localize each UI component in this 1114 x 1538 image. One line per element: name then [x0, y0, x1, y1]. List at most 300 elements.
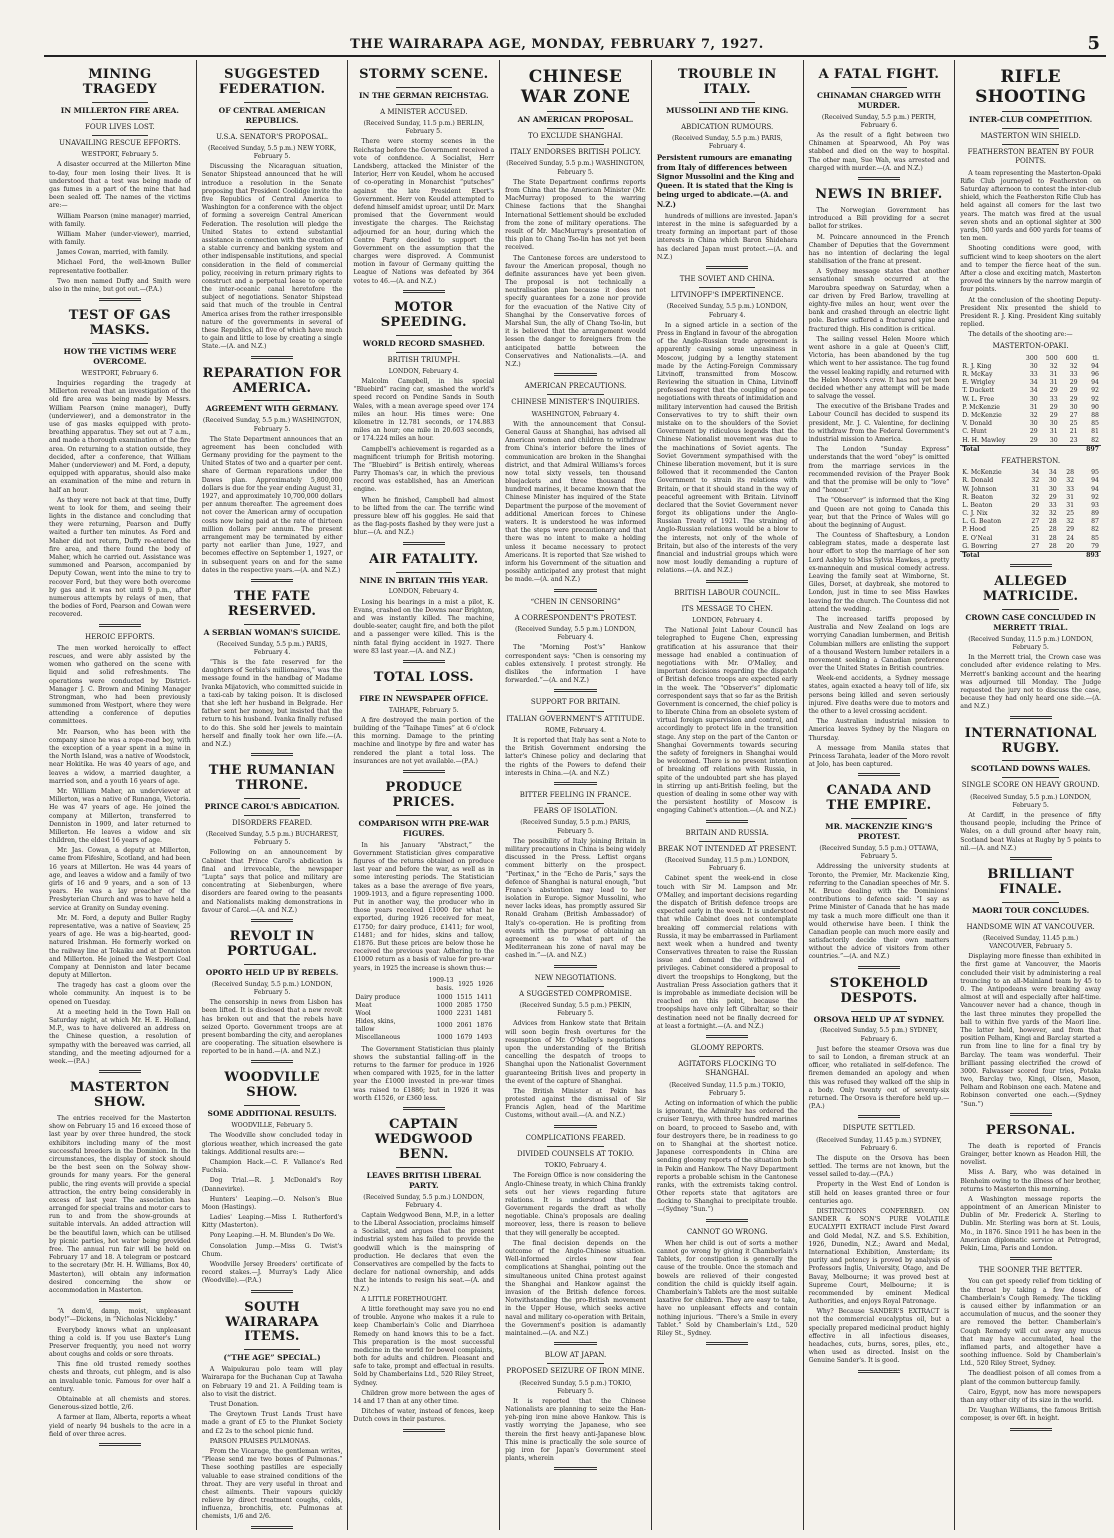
- table-row: [353, 1002, 494, 1010]
- table-row: [960, 428, 1101, 436]
- table-cell: 1493: [476, 1034, 493, 1042]
- table-header-cell: 300: [1025, 354, 1038, 362]
- article-paragraph: Two men named Duffy and Smith were also in the mine, but got out.—(P.A.): [49, 277, 191, 294]
- article-subheading: THE SOVIET AND CHINA.: [679, 274, 775, 283]
- table-row: [960, 371, 1101, 379]
- table-cell: 31: [1049, 371, 1058, 379]
- article-end-rule: [251, 1526, 293, 1529]
- article-dateline: (Received Sunday, 5.5 p.m.) PARIS, February 5.: [520, 819, 631, 835]
- article-subheading: BRITISH TRIUMPH.: [387, 355, 461, 364]
- article-paragraph: Mr. William Maher, an underviewer at Millerton, was a native of Runanga, Victoria. He was 47 years of age. He joined the company at Millerton, transferred to Denniston in 1909, and later returned to Millerton. He leaves a widow and six children, the eldest 16 years of age.: [49, 787, 191, 845]
- table-cell: 1000: [436, 1001, 453, 1009]
- team-name: MASTERTON-OPAKI.: [992, 342, 1069, 351]
- article-paragraph: The entries received for the Masterton show on February 15 and 16 exceed those of last year by over three hundred, the stock exhibitors including many of the most successful breeders in the Dominion. In the circumstances, the display of stock should be the best seen on the Solway show-grounds for many years. For the general public, the ring events will provide a special attraction, the entry being considerably in excess of last year. The association has arranged for special trains and motor cars to run to and from the show-grounds at suitable intervals. An added attraction will be the beautiful lawn, which can be utilised by picnic parties, hot water being provided free. The annual run fair will be held on February 17 and 18. A telegram or postcard to the secretary (Mr. H. H. Williams, Box 40, Masterton), will obtain any information desired concerning the show or accommodation in Masterton.: [49, 1115, 191, 1294]
- article-paragraph: A LITTLE FORETHOUGHT.: [361, 1295, 448, 1303]
- table-cell: 29: [1049, 411, 1058, 419]
- article: [49, 1308, 191, 1446]
- article-end-rule: [1010, 716, 1052, 719]
- divider-rule: [1002, 111, 1058, 112]
- table-row: [960, 363, 1101, 371]
- table-row: [960, 469, 1101, 477]
- table-cell: 34: [1031, 469, 1040, 477]
- article: [657, 829, 798, 1038]
- table-cell: 34: [1029, 379, 1038, 387]
- article: [353, 301, 494, 545]
- table-row: [353, 1018, 494, 1034]
- table-cell: 81: [1091, 428, 1099, 436]
- article-dateline: (Received Sunday, 5.5 p.m.) PEKIN, February 5.: [519, 1002, 632, 1018]
- divider-rule: [244, 129, 300, 130]
- article-subheading: UNAVAILING RESCUE EFFORTS.: [59, 139, 181, 147]
- article-end-rule: [99, 1070, 142, 1073]
- article-paragraph: The British Minister at Pekin has protested against the dismissal of Sir Francis Aglen, head of the Maritime Customs, without avail.—(A. and N.Z.): [505, 1087, 646, 1120]
- article-end-rule: [858, 1370, 900, 1373]
- article-headline: REPARATION FOR AMERICA.: [202, 365, 342, 396]
- article-dateline: LONDON, February 4.: [388, 588, 459, 596]
- article-dateline: (Received Sunday, 5.5 p.m.) SYDNEY, February 6.: [820, 1027, 938, 1043]
- table-cell: 90: [1091, 403, 1099, 411]
- article-paragraph: Mr. Jas. Cowan, a deputy at Millerton, came from Fifeshire, Scotland, and had been 16 years at Millerton. He was 44 years of age, and leaves a widow and a family of two girls of 16 and 9 years, and a son of 13 years. He was a lay preacher of the Presbyterian Church and was to have held a service at Granity on Sunday evening.: [49, 847, 191, 912]
- divider-rule: [244, 102, 300, 103]
- article-end-rule: [251, 356, 293, 359]
- divider-rule: [396, 104, 452, 105]
- table-cell: 32: [1066, 477, 1075, 485]
- divider-rule: [699, 119, 755, 120]
- article-subheading: FEARS OF ISOLATION.: [533, 807, 618, 816]
- table-header-cell: [960, 355, 1019, 363]
- article-paragraph: A little forethought may save you no end of trouble. Anyone who makes it a rule to keep Chamberlain's Colic and Diarrhoea Remedy on hand knows this to be a fact. This preparation is the most successful medicine in the world for bowel complaints, both for adults and children. Pleasant and safe to take, prompt and effectual in results. Sold by Chamberlains Ltd., 520 Riley Street, Sydney.: [353, 1305, 495, 1387]
- article-dateline: (Received Sunday, 5.5 p.m.) WASHINGTON, February 5.: [202, 417, 342, 433]
- article: [202, 590, 343, 756]
- article-paragraph: Champion Hack.—C. F. Vallance's Red Fuchsia.: [201, 1158, 343, 1175]
- article-subheading: INTER-CLUB COMPETITION.: [969, 115, 1093, 125]
- article-paragraph: Malcolm Campbell, in his special “Bluebird” racing car, smashed the world's speed record on Pendine Sands in South Wales, with a mean average speed over 174 miles an hour. His times were: One kilometre in 12.781 seconds, or 174.883 miles an hour; one mile in 20.603 seconds, or 174.224 miles an hour.: [353, 378, 495, 443]
- table-cell: 30: [1049, 420, 1058, 428]
- article-paragraph: Everybody knows what an unpleasant thing a cold is. If you use Baxter's Lung Preserver frequently, you need not worry about coughs and colds or sore throats.: [49, 1326, 191, 1359]
- table-row: [960, 502, 1101, 510]
- article-subheading: PROPOSED SEIZURE OF IRON MINE.: [506, 1367, 645, 1376]
- table-cell: 2085: [456, 1001, 473, 1009]
- divider-rule: [851, 1011, 907, 1012]
- divider-rule: [1002, 760, 1058, 761]
- table-cell: 85: [1091, 534, 1099, 542]
- table-cell: D. McKenzie: [962, 411, 1002, 419]
- article-end-rule: [251, 753, 293, 756]
- article-dateline: (Received Sunday, 5.5 p.m.) LONDON, February 5.: [211, 980, 333, 996]
- divider-rule: [1002, 144, 1058, 145]
- divider-rule: [1002, 777, 1058, 778]
- table-cell: R. Beaton: [962, 493, 993, 501]
- article-subheading: LEAVES BRITISH LIBERAL PARTY.: [366, 1170, 481, 1190]
- masthead-title: THE WAIRARAPA AGE, MONDAY, FEBRUARY 7, 1927.: [350, 37, 764, 52]
- divider-rule: [1002, 919, 1058, 920]
- table-cell: 92: [1091, 395, 1099, 403]
- table-row: [960, 396, 1101, 404]
- table-row: [960, 518, 1101, 526]
- article-headline: WOODVILLE SHOW.: [224, 1070, 320, 1101]
- table-row: [353, 1034, 494, 1042]
- divider-rule: [244, 798, 300, 799]
- table-cell: 27: [1031, 518, 1040, 526]
- divider-rule: [547, 1363, 603, 1364]
- table-cell: [1020, 445, 1040, 454]
- article-dateline: TAIHAPE, February 5.: [388, 706, 459, 714]
- article-paragraph: Shooting conditions were good, with sufficient wind to keep shooters on the alert and to temper the fierce heat of the sun. After a close and exciting match, Masterton proved the winners by the narrow margin of four points.: [960, 245, 1101, 294]
- table-cell: 33: [1029, 371, 1038, 379]
- article-end-rule: [403, 770, 445, 773]
- article-headline: STOKEHOLD DESPOTS.: [829, 975, 929, 1006]
- article-headline: THE FATE RESERVED.: [227, 588, 317, 619]
- article-paragraph: The deadliest poison of all comes from a plant of the common buttercup family.: [960, 1370, 1101, 1386]
- table-cell: 30: [1049, 436, 1058, 444]
- article-paragraph: Captain Wedgwood Benn, M.P., in a letter to the Liberal Association, proclaims himself a Socialist, and argues that the present industrial system has failed to provide the goodwill which is the mainspring of production. He declares that even the Conservatives are compelled by the facts to declare for national ownership, and adds that he intends to resign his seat.—(A. and N.Z.): [353, 1211, 495, 1293]
- table-cell: 30: [1048, 477, 1057, 485]
- divider-rule: [396, 335, 452, 336]
- table-cell: Hides, skins, tallow: [355, 1018, 396, 1034]
- article-paragraph: Mr. M. Ford, a deputy and Buller Rugby representative, was a native of Seaview, 25 years of age. He was a big-hearted, good-natured Irishman. He formerly worked on the railway line at Tokaiku and at Denniston and Millerton. He joined the Westport Coal Company at Denniston and later became deputy at Millerton.: [49, 914, 191, 980]
- article-paragraph: The details of the shooting are:—: [968, 331, 1073, 339]
- article-subheading: FOUR LIVES LOST.: [85, 122, 155, 131]
- article-headline: MASTERTON SHOW.: [70, 1080, 170, 1111]
- table-cell: 31: [1066, 501, 1075, 509]
- article-paragraph: There were stormy scenes in the Reichstag before the Government received a vote of confidence. A Socialist, Herr Landsberg, attacked the Minister of the Interior, Herr von Keudel, whom he accused of co-operating in Monarchist “putsches” against the late President Ebert's Government. Herr von Keudel attempted to defend himself amidst uproar, until Dr. Marx promised that the Government would investigate the charges. The Reichstag adjourned for an hour, during which the Centre Party decided to support the Government on the assumption that the charges were disproved. A Communist motion in favour of Germany quitting the League of Nations was defeated by 364 votes to 46.—(A. and N.Z.): [353, 138, 495, 285]
- table-cell: 32: [1031, 493, 1040, 501]
- table-cell: 31: [1031, 485, 1040, 493]
- table-cell: R. McKay: [962, 371, 993, 379]
- article-subheading: BRITAIN AND RUSSIA.: [685, 828, 769, 837]
- divider-rule: [547, 803, 603, 804]
- article-subheading: ITALIAN GOVERNMENT'S ATTITUDE.: [506, 714, 645, 723]
- table-cell: 27: [1069, 411, 1078, 419]
- table-cell: [1060, 445, 1080, 454]
- article-paragraph: Mr. Pearson, who has been with the company since he was a rope-road boy, with the exception of a year spent in a mine in the North Island, was a native of Woodstock, near Hokitika. He was 40 years of age, and leaves a widow, a married daughter, a married son, and a youth 16 years of age.: [49, 728, 191, 785]
- column-1: [44, 60, 196, 1530]
- divider-rule: [396, 352, 452, 353]
- article-paragraph: Michael Ford, the well-known Buller representative footballer.: [49, 259, 191, 275]
- article: [353, 781, 494, 1110]
- article-subheading: BITTER FEELING IN FRANCE.: [519, 790, 632, 799]
- table-cell: W. L. Free: [962, 395, 995, 403]
- article-end-rule: [99, 624, 142, 627]
- article-end-rule: [706, 1342, 748, 1345]
- table-cell: 2231: [456, 1009, 473, 1017]
- article: [505, 974, 646, 1128]
- article-paragraph: This fine old trusted remedy soothes chests and throats, cut phlegm, and is also an invaluable tonic. Famous for over half a century.: [49, 1361, 191, 1393]
- article: [202, 930, 343, 1063]
- table-header-cell: [353, 976, 414, 994]
- table-cell: 79: [1091, 542, 1099, 550]
- table-row: [960, 355, 1101, 363]
- table-cell: P. McKenzie: [962, 403, 1000, 411]
- table-cell: 87: [1091, 518, 1099, 526]
- table-cell: 92: [1091, 493, 1099, 501]
- article-end-rule: [706, 580, 748, 583]
- article-subheading: MASTERTON WIN SHIELD.: [980, 131, 1081, 140]
- article-paragraph: Displaying more finesse than exhibited in the first game at Vancouver, the Maoris concluded their visit by administering a real trouncing to an all-Mainland team by 45 to 0. The Antipodeans were breaking away almost at will and especially after half-time. Vancouver never had a chance, though in the last three minutes they propelled the ball to within five yards of the Maori line. The latter held, however, and from that position Pelham, Kingi and Barclay started a run from line to line for a final try by Barclay. The team was wonderful. Their brilliant passing electrified the crowd of 3000. Falwasser scored four tries, Potaka two, Barclay two, Kingi, Olsen, Mason, Pelham and Robinson one each. Matene and Robinson converted one each.—(Sydney “Sun.”): [960, 953, 1101, 1108]
- table-cell: 94: [1091, 362, 1099, 370]
- article-end-rule: [554, 782, 596, 785]
- divider-rule: [699, 102, 755, 103]
- article-dateline: (Received Sunday, 5.5 p.m.) OTTAWA, February 5.: [819, 845, 939, 861]
- article-dateline: (Received Sunday, 11.45 p.m.) VANCOUVER, February 5.: [983, 934, 1079, 951]
- article-subheading: AMERICAN PRECAUTIONS.: [524, 382, 627, 391]
- article-subheading: ABDICATION RUMOURS.: [681, 122, 774, 131]
- table-row: [960, 543, 1101, 552]
- table-row: [960, 477, 1101, 485]
- score-table: [960, 355, 1101, 454]
- article-paragraph: A team representing the Masterton-Opaki Rifle Club journeyed to Featherston on Saturday afternoon to contest the inter-club shield, which the Featherston Rifle Club has held against all comers for the last two years. The match was fired at the usual seven shots and an optional sighter at 300 yards, 500 yards and 600 yards for teams of ten men.: [960, 169, 1101, 243]
- masthead-rule: [44, 55, 1106, 57]
- article-paragraph: The Woodville show concluded today in glorious weather, which increased the gate takings. Additional results are:—: [201, 1132, 343, 1156]
- table-cell: 1000: [436, 1009, 453, 1017]
- article-paragraph: Acting on information of which the public is ignorant, the Admiralty has ordered the cruiser Tenryu, with three hundred marines on board, to proceed to Sasebo and, with four destroyers there, be in readiness to go on to Shanghai at the shortest notice. Japanese correspondents in China are sending gloomy reports of the situation both in Pekin and Hankow. The Navy Department reports a probable schism in the Cantonese ranks, with the extremists taking control. Other reports state that agitators are flocking to Shanghai to precipitate trouble.—(Sydney “Sun.”): [656, 1100, 798, 1214]
- table-row: [960, 510, 1101, 518]
- divider-rule: [547, 111, 603, 112]
- article-paragraph: hundreds of millions are invested. Japan's interest in the mine is safeguarded by a treaty forming an important part of those interests in China which Baron Shidehara has declared Japan must protect.—(A. and N.Z.): [656, 212, 798, 261]
- table-cell: C. Hunt: [962, 428, 987, 436]
- article-paragraph: The London “Sunday Express” understands that the word “obey” is omitted from the marriage services in the recommended revision of the Prayer Book and that the promise will be only to “love” and “honour.”: [808, 446, 950, 495]
- article-paragraph: Following on an announcement by Cabinet that Prince Carol's abdication is final and irrevocable, the newspaper “Lupta” says that police and military are concentrating at Siebenburgen, where disorders are feared owing to the peasants and Nationalists making demonstrations in favour of Carol.—(A. and N.Z.): [201, 849, 343, 914]
- newspaper-page: [44, 60, 1106, 1530]
- article: [505, 1134, 646, 1345]
- table-cell: 32: [1029, 411, 1038, 419]
- table-cell: [1024, 552, 1041, 561]
- article-headline: TOTAL LOSS.: [373, 669, 474, 685]
- article-paragraph: When her child is out of sorts a mother cannot go wrong by giving it Chamberlain's Tablets, for constipation is generally the cause of the trouble. Once the stomach and bowels are relieved of their congested condition the child is quickly itself again. Chamberlain's Tablets are the most suitable laxative for children. They are easy to take, have no unpleasant effects and contain nothing injurious. “There's a Smile in every Tablet.” Sold by Chamberlain's Ltd., 520 Riley St., Sydney.: [656, 1239, 798, 1337]
- article-paragraph: “This is the fate reserved for the daughters of Serbia's millionaires,” was the message found in the handbag of Madame Ivanka Mijatovich, who committed suicide in a taxi-cab by taking poison. It is disclosed that she left her husband in Belgrade. Her father sent her money, but insisted that the return to his husband. Ivanka finally refused to do this. She sold her jewels to maintain herself and finally took her own life.—(A. and N.Z.): [201, 659, 343, 748]
- article-dateline: (Received Sunday, 5.5 p.m.) PERTH, February 6.: [821, 113, 936, 129]
- article-paragraph: Why? Because SANDER'S EXTRACT is not the commercial eucalyptus oil, but a specially prepared medicinal product highly effective in all infectious diseases, headaches, cuts, burns, sores, piles, etc., when used as directed. Insist on the Genuine Sander's. It is good.: [808, 1308, 950, 1365]
- article-subheading: BRITISH LABOUR COUNCIL.: [674, 588, 781, 597]
- table-cell: 82: [1091, 436, 1099, 444]
- article-end-rule: [706, 1035, 748, 1038]
- article-subheading: GLOOMY REPORTS.: [690, 1043, 764, 1052]
- article-paragraph: Dog Trial.—R. J. McDonald's Roy (Dannevirke).: [201, 1177, 343, 1193]
- article: [809, 188, 950, 776]
- table-header-cell: 1909-13 basis.: [428, 976, 454, 992]
- article-paragraph: Cairo, Egypt, now has more newspapers than any other city of its size in the world.: [960, 1388, 1101, 1405]
- article-headline: MOTOR SPEEDING.: [380, 299, 467, 330]
- article-subheading: SCOTLAND DOWNS WALES.: [970, 764, 1091, 774]
- table-cell: 31: [1066, 493, 1075, 501]
- article-end-rule: [99, 298, 142, 301]
- article-paragraph: A message from Manila states that Princess Tarahata, leader of the Moro revolt at Jolo, has been captured.: [808, 744, 950, 769]
- table-cell: 21: [1069, 428, 1078, 436]
- article-dateline: (Received Sunday, 11.5 p.m.) LONDON, February 5.: [968, 635, 1094, 652]
- table-cell: 27: [1031, 542, 1040, 550]
- divider-rule: [244, 400, 300, 401]
- table-cell: 29: [1031, 501, 1040, 509]
- table-cell: H. H. Mawley: [962, 436, 1006, 444]
- article-paragraph: Advices from Hankow state that Britain will soon begin fresh overtures for the resumption of Mr. O'Malley's negotiations upon the understanding of the British cancelling the despatch of troops to Shanghai upon the Nationalist Government guaranteeing British lives and property in the event of the capture of Shanghai.: [505, 1020, 646, 1085]
- article-subheading: CROWN CASE CONCLUDED IN MERRETT TRIAL.: [965, 613, 1096, 632]
- table-cell: G. Bowring: [962, 542, 998, 550]
- article-end-rule: [403, 542, 445, 545]
- article-dateline: WOODVILLE, February 5.: [231, 1122, 313, 1130]
- article-paragraph: You can get speedy relief from tickling of the throat by taking a few doses of Chamberlain's Cough Remedy. The tickling is caused either by inflammation or an accumulation of mucus, and the sooner they are removed the better. Chamberlain's Cough Remedy will cut away any mucus that may have accumulated, heal the inflamed parts, and altogether have a soothing influence. Sold by Chamberlain's Ltd., 520 Riley Street, Sydney.: [960, 1278, 1101, 1368]
- article-paragraph: Ladies' Leaping.—Miss I. Rutherford's Kitty (Masterton).: [201, 1214, 343, 1230]
- table-cell: P. Hood: [962, 526, 986, 534]
- table-cell: 95: [1091, 469, 1099, 477]
- total-row: [960, 445, 1101, 454]
- article: [505, 68, 646, 376]
- article-paragraph: Consolation Jump.—Miss G. Twist's Chum.: [201, 1242, 343, 1258]
- article: [960, 575, 1101, 718]
- article-subheading: SOME ADDITIONAL RESULTS.: [207, 1109, 337, 1119]
- total-label: Total: [960, 552, 1024, 561]
- article-subheading: CANNOT GO WRONG.: [686, 1227, 768, 1236]
- article-paragraph: With the announcement that Consul-General Gauss at Shanghai, has advised all American women and children to withdraw from China's interior before the lines of communication are broken in the Shanghai district, and that Admiral Williams's forces now total sixty vessels, ten thousand bluejackets and three thousand five hundred marines, it became known that the Chinese Minister has inquired of the State Department the purpose of the movement of additional American forces to Chinese waters. It is understood he was informed that the steps were precautionary and that there was no intent to make a holding unless it became necessary to protect Americans. It is reported that Sze wished to inform his Government of the situation and possibly anticipated any protest that might be made.—(A. and N.Z.): [505, 420, 646, 584]
- article-paragraph: Woodville Jersey Breeders' certificate of record stakes.—J. Murray's Lady Alice (Woodville).—(P.A.): [201, 1261, 343, 1285]
- table-header-cell: tl.: [1092, 354, 1099, 362]
- article-paragraph: The death is reported of Francis Grainger, better known as Headon Hill, the novelist.: [960, 1142, 1101, 1167]
- article-subheading: AGITATORS FLOCKING TO SHANGHAI.: [678, 1060, 777, 1078]
- article-end-rule: [99, 1299, 142, 1302]
- table-cell: [1040, 445, 1060, 454]
- article-paragraph: PARSON PRAISES PULMONAS.: [209, 1437, 311, 1445]
- article-headline: ALLEGED MATRICIDE.: [982, 574, 1079, 605]
- divider-rule: [396, 690, 452, 691]
- table-cell: 32: [1069, 362, 1078, 370]
- article-paragraph: The increased tariffs proposed by Australia and New Zealand on logs are worrying Canadian lumbermen, and British Columbian millers are enlisting the support of a thousand Western lumber retailers in a movement seeking a Canadian preference over the United States in British countries.: [808, 615, 950, 673]
- total-value: 897: [1080, 445, 1101, 454]
- masthead: [0, 0, 1114, 54]
- table-cell: 28: [1048, 542, 1057, 550]
- article-subheading: AN AMERICAN PROPOSAL.: [517, 115, 634, 125]
- column-3: [347, 60, 499, 1530]
- table-cell: 32: [1066, 518, 1075, 526]
- article-paragraph: “A dem'd, damp, moist, unpleasant body!”—Dickens, in “Nicholas Nickleby.”: [49, 1308, 191, 1324]
- article-paragraph: It is reported that the Chinese Nationalists are planning to seize the Han-yeh-ping iron mine above Hankow. This is vastly worrying the Japanese, who see therein the first heavy anti-Japanese blow. This mine is practically the sole source of pig iron for Japan's Government steel plants, wherein: [505, 1397, 646, 1463]
- divider-rule: [699, 601, 755, 602]
- article-paragraph: The Countess of Shaftesbury, a London cablegram states, made a desperate last hour effort to stop the marriage of her son Lord Ashley to Miss Sylvia Hawkes, a pretty ex-mannequin and musical comedy actress. Leaving the family seat at Wimborne, St. Giles, Dorset, at daybreak, she motored to London, just in time to see Miss Hawkes leaving for the church. The Countess did not attend the wedding.: [808, 532, 950, 613]
- article-paragraph: Losing his bearings in a mist a pilot, K. Evans, crashed on the Downs near Brighton, and was instantly killed. The machine, double-seater, caught fire, and both the pilot and a passenger were killed. This is the ninth fatal flying accident in 1927. There were 83 last year.—(A. and N.Z.): [353, 598, 495, 655]
- article: [353, 1118, 494, 1432]
- table-cell: 20: [1066, 542, 1075, 550]
- article-paragraph: The possibility of Italy joining Britain in military precautions in China is being widely discussed in the Press. Leftist organs comment bitterly on the prospect. “Pertinax,” in the “Echo de Paris,” says the defence of Shanghai is natural enough, “but France's abstention may lead to her isolation in Europe. Signor Mussolini, who never lacks ideas, has promptly assured Sir Ronald Graham (British Ambassador) of Italy's co-operation. He is profiting from events with the purpose of obtaining an agreement as to what part of the Mediterranean his zone of naval may be cashed in.”—(A. and N.Z.): [505, 837, 646, 960]
- article-end-rule: [1010, 1113, 1052, 1116]
- article-headline: SOUTH WAIRARAPA ITEMS.: [225, 1299, 319, 1345]
- divider-rule: [699, 287, 755, 288]
- article-end-rule: [554, 689, 596, 692]
- article-subheading: “CHEN IN CENSORING”: [530, 597, 621, 606]
- article: [202, 367, 343, 582]
- column-7: [954, 60, 1106, 1530]
- article-paragraph: A disaster occurred at the Millerton Mine to-day, four men losing their lives. It is understood that a test was being made of gas fumes in a part of the mine that had been sealed off. The names of the victims are:—: [49, 161, 191, 210]
- article: [960, 1266, 1101, 1430]
- divider-rule: [547, 394, 603, 395]
- article-paragraph: The “Observer” is informed that the King and Queen are not going to Canada this year, but that the Prince of Wales will go about the beginning of August.: [808, 497, 950, 529]
- table-cell: 28: [1066, 469, 1075, 477]
- divider-rule: [396, 87, 452, 88]
- table-cell: 1481: [476, 1009, 493, 1017]
- divider-rule: [547, 711, 603, 712]
- article-headline: TEST OF GAS MASKS.: [68, 308, 171, 339]
- table-cell: 1679: [456, 1034, 473, 1042]
- article-dateline: (Received Sunday, 5.5 p.m.) LONDON, February 4.: [363, 1193, 485, 1209]
- table-row: [960, 412, 1101, 420]
- article-paragraph: DISTINCTIONS CONFERRED. ON SANDER & SON'S PURE VOLATILE EUCALYPTI EXTRACT include First Award and Gold Medal, N.Z. and S.S. Exhibition, 1926, Dunedin, N.Z.; Award and Medal, International Exhibition, Amsterdam; its purity and potency is proved by analysis of Professors Inglis, University, Otago, and De Bavay, Melbourne; it was proved best at Supreme Court, Melbourne; it is recommended by eminent Medical Authorities, and enjoys Royal Patronage.: [808, 1208, 950, 1306]
- article-paragraph: Addressing the university students at Toronto, the Premier, Mr. Mackenzie King, referring to the Canadian speeches of Mr. S. M. Bruce dealing with the Dominions' contributions to defence said: “I say as Prime Minister of Canada that he has made my task a much more difficult one than it would otherwise have been. I think the Canadian people can much more easily and satisfactorily decide their own matters without the advice of visitors from other countries.”—(A. and N.Z.): [808, 863, 950, 961]
- article-headline: PRODUCE PRICES.: [385, 780, 463, 810]
- table-cell: 30: [1029, 362, 1038, 370]
- produce-table: [353, 976, 494, 1043]
- article-paragraph: At Cardiff, in the presence of fifty thousand people, including the Prince of Wales, on a dull ground after heavy rain, Scotland beat Wales at Rugby by 5 points to nil.—(A. and N.Z.): [960, 811, 1101, 852]
- article-paragraph: Dr. Vaughan Williams, the famous British composer, is over 6ft. in height.: [960, 1407, 1101, 1423]
- article-paragraph: A Waipukurau polo team will play Wairarapa for the Buchanan Cup at Tawaha on February 19 and 21. A Feilding team is also to visit the district.: [201, 1366, 343, 1398]
- article-paragraph: Obtainable at all chemists and stores. Generous-sized bottle, 2/6.: [49, 1396, 191, 1412]
- article-subheading: BREAK NOT INTENDED AT PRESENT.: [657, 844, 797, 853]
- table-cell: 31: [1029, 403, 1038, 411]
- article: [960, 727, 1101, 860]
- article: [505, 382, 646, 591]
- article-dateline: (Received Sunday, 5.5 p.m.) LONDON, February 4.: [515, 626, 636, 642]
- table-cell: V. Donald: [962, 420, 992, 428]
- page-number: 5: [1087, 33, 1100, 54]
- article-end-rule: [706, 266, 748, 269]
- table-cell: 34: [1048, 469, 1057, 477]
- article-headline: CANADA AND THE EMPIRE.: [826, 783, 932, 814]
- article: [960, 68, 1101, 567]
- article-paragraph: Inquiries regarding the tragedy at Millerton reveal that an investigation of the old fire area was being made by Messrs. William Pearson (mine manager), Duffy (underviewer), and a demonstrator in the use of gas masks equipped with proto-breathing apparatus. They set out at 7 a.m., and made a thorough examination of the fire area. On returning to a station outside, they decided, after a conference, that William Maher (underviewer) and M. Ford, a deputy, equipped with apparatus, should also make an examination of the mine and return in half an hour.: [49, 380, 191, 494]
- article-dateline: WESTPORT, February 6.: [81, 369, 159, 377]
- table-cell: 1515: [456, 993, 473, 1001]
- table-cell: 32: [1031, 510, 1040, 518]
- article-dateline: (Received Sunday, 5.5 p.m.) NEW YORK, February 5.: [208, 144, 337, 161]
- article-paragraph: The dispute on the Orsova has been settled. The terms are not known, but the vessel sailed to-day.—(P.A.): [808, 1154, 950, 1179]
- table-cell: 33: [1049, 395, 1058, 403]
- article-subheading: (“THE AGE” SPECIAL.): [223, 1353, 321, 1363]
- article-headline: PERSONAL.: [985, 1122, 1076, 1138]
- table-header-cell: 500: [1045, 354, 1058, 362]
- table-cell: 96: [1091, 371, 1099, 379]
- divider-rule: [244, 1349, 300, 1350]
- article-end-rule: [1010, 564, 1052, 567]
- article-subheading: TO EXCLUDE SHANGHAI.: [528, 131, 623, 140]
- article-subheading: BLOW AT JAPAN.: [544, 1351, 607, 1360]
- table-cell: 94: [1091, 477, 1099, 485]
- table-cell: 2061: [456, 1022, 473, 1030]
- article-subheading: HOW THE VICTIMS WERE OVERCOME.: [63, 347, 177, 366]
- article-dateline: (Received Sunday, 11.5 p.m.) BERLIN, February 5.: [363, 120, 485, 136]
- table-cell: [1041, 552, 1058, 561]
- table-row: [960, 494, 1101, 502]
- article-subheading: WORLD RECORD SMASHED.: [362, 338, 485, 348]
- article-paragraph: James Cowan, married, with family.: [57, 249, 169, 257]
- table-cell: 24: [1066, 534, 1075, 542]
- table-cell: 34: [1029, 387, 1038, 395]
- table-row: [960, 420, 1101, 428]
- column-5: [651, 60, 803, 1530]
- article-subheading: NEW NEGOTIATIONS.: [534, 973, 617, 982]
- table-cell: 93: [1091, 501, 1099, 509]
- article-subheading: DIVIDED COUNSELS AT TOKIO.: [517, 1149, 634, 1158]
- divider-rule: [92, 102, 149, 103]
- table-header-cell: 1926: [477, 980, 494, 988]
- table-cell: R. Donald: [962, 477, 994, 485]
- article-end-rule: [858, 966, 900, 969]
- table-cell: 29: [1029, 428, 1038, 436]
- article-subheading: A CORRESPONDENT'S PROTEST.: [514, 613, 637, 622]
- article-paragraph: The censorship in news from Lisbon has been lifted. It is disclosed that a new revolt has broken out and that the rebels have seized Oporto. Government troops are at present bombarding the city, and aeroplanes are cooperating. The situation elsewhere is reported to be in hand.—(A. and N.Z.): [201, 999, 343, 1056]
- table-cell: 82: [1091, 526, 1099, 534]
- table-cell: [1059, 552, 1076, 561]
- article-end-rule: [251, 1060, 293, 1063]
- article-paragraph: At the conclusion of the shooting Deputy-President Nix presented the shield to President R. J. King. President King suitably replied.: [960, 296, 1101, 329]
- article-paragraph: The tragedy has cast a gloom over the whole community. An inquest is to be opened on Tuesday.: [49, 982, 191, 1006]
- article-subheading: LITVINOFF'S IMPERTINENCE.: [670, 291, 784, 300]
- article-subheading: OPORTO HELD UP BY REBELS.: [205, 967, 339, 977]
